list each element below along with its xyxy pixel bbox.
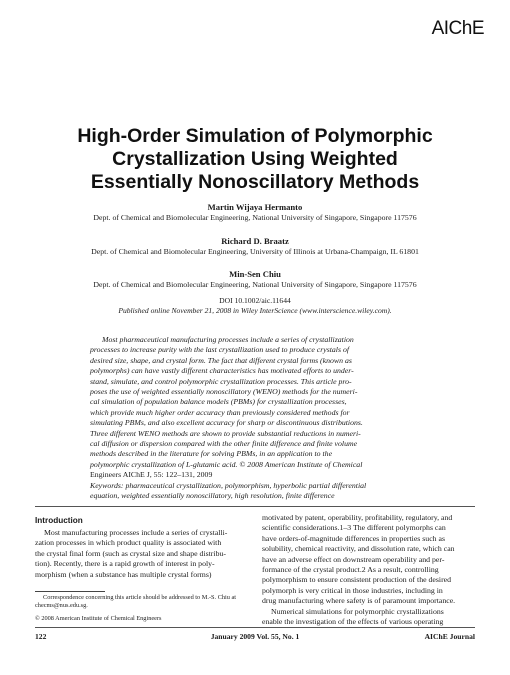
copyright: © 2008 American Institute of Chemical Engineers xyxy=(35,615,162,622)
body-line: zation processes in which product quality is associated with xyxy=(35,538,222,548)
footnote-line: checms@nus.edu.sg. xyxy=(35,602,88,609)
body-line: scientific considerations.1–3 The different polymorphs can xyxy=(262,523,446,533)
abstract-line: poses the use of weighted essentially nonoscillatory (WENO) methods for the numeri- xyxy=(90,387,358,397)
body-line: solubility, chemical reactivity, and dissolution rate, which can xyxy=(262,544,455,554)
author-name: Richard D. Braatz xyxy=(221,236,289,246)
abstract-line: polymorphic crystallization of L-glutamic acid. © 2008 American Institute of Chemical xyxy=(90,459,363,469)
section-rule xyxy=(35,506,475,507)
body-line: formance of the crystal product.2 As a result, controlling xyxy=(262,565,439,575)
article-title xyxy=(40,125,470,194)
abstract-line: which provide much higher order accuracy than previously considered methods for xyxy=(90,407,350,417)
abstract-line: Three different WENO methods are shown to provide substantial reductions in numeri- xyxy=(90,428,361,438)
abstract-line: methods described in the literature for solving PBMs, in an application to the xyxy=(90,449,333,459)
body-line: enable the investigation of the effects of various operating xyxy=(262,617,444,627)
abstract-line: cal diffusion or dispersion compared with the other finite difference and finite volume xyxy=(90,439,358,449)
footnote xyxy=(35,594,250,623)
body-line: Most manufacturing processes include a series of crystalli- xyxy=(44,528,228,537)
keywords-line: equation, weighted essentially nonoscillatory, high resolution, finite difference xyxy=(90,491,335,501)
title-line: Crystallization Using Weighted xyxy=(112,148,398,170)
section-heading: Introduction xyxy=(35,516,83,525)
abstract xyxy=(90,335,420,502)
abstract-line: desired size, shape, and crystal form. The fact that different crystal forms (known as xyxy=(90,355,352,365)
footnote-line: Correspondence concerning this article should be addressed to M.-S. Chiu at xyxy=(43,594,237,601)
abstract-line: Most pharmaceutical manufacturing processes include a series of crystallization xyxy=(102,335,354,344)
author-name: Martin Wijaya Hermanto xyxy=(207,202,303,212)
body-line: polymorphism to ensure consistent production of the desired xyxy=(262,575,452,585)
keywords-line: Keywords: pharmaceutical crystallization, polymorphism, hyperbolic partial differential xyxy=(90,480,367,490)
body-line: have an adverse effect on downstream operability and per- xyxy=(262,554,445,564)
title-line: High-Order Simulation of Polymorphic xyxy=(77,125,433,147)
issue-info: January 2009 Vol. 55, No. 1 xyxy=(210,632,300,641)
body-line: have orders-of-magnitude differences in properties such as xyxy=(262,533,446,543)
abstract-line: polymorphs) can have vastly different characteristics has motivated efforts to under- xyxy=(90,366,354,376)
title-line: Essentially Nonoscillatory Methods xyxy=(90,171,420,193)
author-name: Min-Sen Chiu xyxy=(229,269,281,279)
journal-name: AIChE Journal xyxy=(424,632,475,641)
author-affiliation: Dept. of Chemical and Biomolecular Engineering, National University of Singapore, Singapore 117576 xyxy=(93,213,417,222)
abstract-line: Engineers AIChE J, 55: 122–131, 2009 xyxy=(90,470,213,480)
body-line: motivated by patent, operability, profitability, regulatory, and xyxy=(262,513,453,522)
abstract-line: simulating PBMs, and also excellent accuracy for sharp or discontinuous distributions. xyxy=(90,418,363,428)
publication-info: Published online November 21, 2008 in Wiley InterScience (www.interscience.wiley.com). xyxy=(118,306,392,315)
doi: DOI 10.1002/aic.11644 xyxy=(219,296,291,305)
body-line: the crystal final form (such as crystal size and shape distribu- xyxy=(35,548,226,558)
abstract-line: cal simulation of population balance models (PBMs) for crystallization processes, xyxy=(90,397,347,407)
author-affiliation: Dept. of Chemical and Biomolecular Engineering, National University of Singapore, Singapore 117576 xyxy=(93,280,417,289)
footnote-rule xyxy=(35,591,105,592)
author-affiliation: Dept. of Chemical and Biomolecular Engineering, University of Illinois at Urbana-Champaign, IL 61801 xyxy=(91,247,419,256)
abstract-line: stand, simulate, and control polymorphic crystallization processes. This article pro- xyxy=(90,376,352,386)
abstract-line: processes to increase purity with the last crystallization used to produce crystals of xyxy=(90,345,350,355)
footer-rule xyxy=(35,627,475,628)
left-column xyxy=(35,528,250,580)
body-line: Numerical simulations for polymorphic crystallizations xyxy=(271,606,444,616)
body-line: polymorph is very critical in those industries, including in xyxy=(262,585,443,595)
page-number: 122 xyxy=(35,632,47,641)
journal-logo: AIChE xyxy=(431,18,484,39)
body-line: morphism (when a substance has multiple crystal forms) xyxy=(35,569,212,579)
right-column xyxy=(262,513,475,627)
body-line: drug manufacturing where safety is of paramount importance. xyxy=(262,596,456,606)
body-line: tion). Recently, there is a rapid growth of interest in poly- xyxy=(35,559,215,569)
